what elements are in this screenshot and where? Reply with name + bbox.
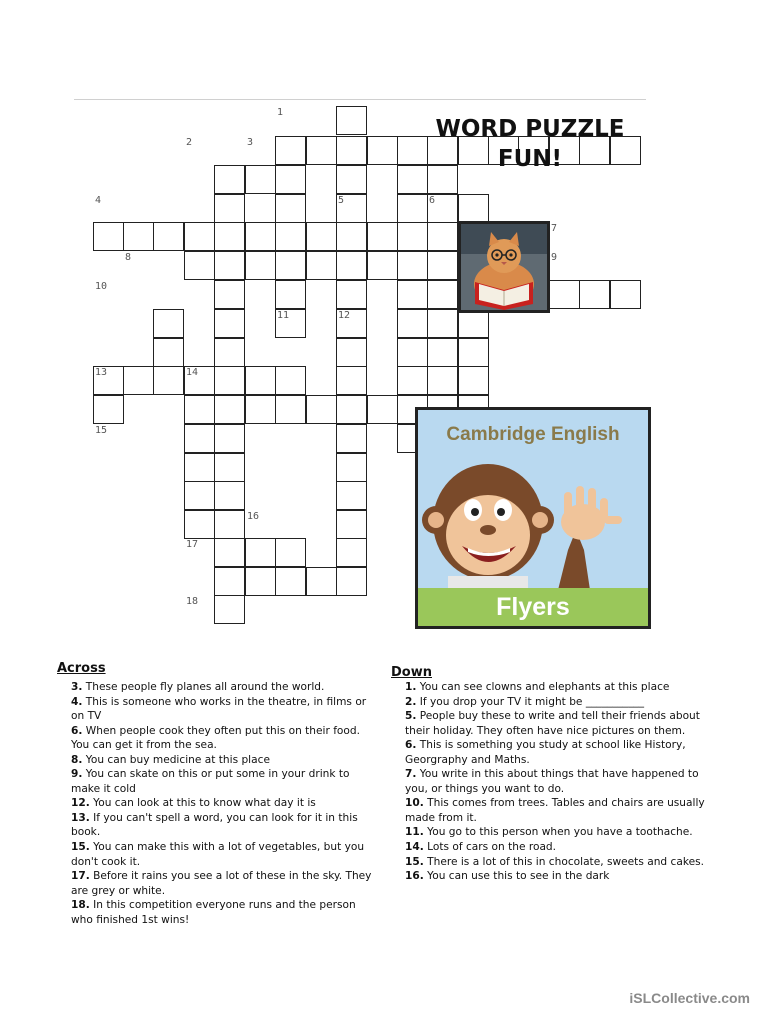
across-clue bbox=[71, 811, 377, 840]
clue-number: 11. bbox=[405, 826, 424, 839]
grid-cell[interactable] bbox=[184, 424, 215, 453]
down-clue-list bbox=[405, 680, 707, 884]
across-clue-list bbox=[71, 680, 377, 927]
grid-number: 15 bbox=[95, 425, 108, 436]
down-clue bbox=[405, 709, 707, 738]
across-clue bbox=[71, 796, 377, 811]
grid-number: 6 bbox=[429, 195, 436, 206]
grid-cell[interactable] bbox=[397, 338, 428, 367]
grid-cell[interactable] bbox=[427, 309, 458, 338]
clue-text: You can use this to see in the dark bbox=[423, 870, 610, 883]
across-clue bbox=[71, 840, 377, 869]
grid-cell[interactable] bbox=[245, 567, 276, 596]
grid-cell[interactable] bbox=[336, 453, 367, 482]
grid-cell[interactable] bbox=[153, 222, 184, 251]
clue-number: 9. bbox=[71, 768, 83, 781]
reading-cat-picture bbox=[458, 221, 550, 313]
grid-cell[interactable] bbox=[458, 366, 489, 395]
grid-cell[interactable] bbox=[549, 280, 580, 309]
clue-text: You can make this with a lot of vegetables, but you don't cook it. bbox=[71, 841, 365, 868]
clue-number: 6. bbox=[405, 739, 417, 752]
clue-text: You go to this person when you have a toothache. bbox=[423, 826, 693, 839]
grid-cell[interactable] bbox=[275, 395, 306, 424]
grid-cell[interactable] bbox=[579, 280, 610, 309]
grid-cell[interactable] bbox=[306, 395, 337, 424]
grid-cell[interactable] bbox=[336, 366, 367, 395]
across-clue bbox=[71, 753, 377, 768]
grid-cell[interactable] bbox=[367, 251, 398, 280]
grid-number: 5 bbox=[338, 195, 345, 206]
grid-cell[interactable] bbox=[123, 366, 154, 395]
across-clue bbox=[71, 695, 377, 724]
grid-cell[interactable] bbox=[427, 338, 458, 367]
grid-number: 12 bbox=[338, 310, 351, 321]
grid-cell[interactable] bbox=[93, 222, 124, 251]
grid-number: 4 bbox=[95, 195, 102, 206]
clue-text: There is a lot of this in chocolate, sweets and cakes. bbox=[423, 855, 704, 868]
grid-cell[interactable] bbox=[184, 481, 215, 510]
grid-cell[interactable] bbox=[336, 538, 367, 567]
grid-cell[interactable] bbox=[245, 222, 276, 251]
grid-cell[interactable] bbox=[427, 280, 458, 309]
grid-cell[interactable] bbox=[275, 222, 306, 251]
grid-cell[interactable] bbox=[275, 251, 306, 280]
clue-text: People buy these to write and tell their friends about their holiday. They often have nice pictures on them. bbox=[405, 710, 700, 737]
cambridge-flyers-badge bbox=[415, 407, 651, 629]
badge-brand: Cambridge English bbox=[446, 424, 620, 445]
clue-text: This is something you study at school like History, Georgraphy and Maths. bbox=[405, 739, 686, 766]
grid-cell[interactable] bbox=[427, 222, 458, 251]
grid-cell[interactable] bbox=[458, 309, 489, 338]
clue-text: You write in this about things that have happened to you, or things you want to do. bbox=[405, 768, 699, 795]
clue-number: 5. bbox=[405, 710, 417, 723]
grid-number: 10 bbox=[95, 281, 108, 292]
clue-number: 10. bbox=[405, 797, 424, 810]
down-heading: Down bbox=[391, 665, 432, 680]
grid-cell[interactable] bbox=[214, 280, 245, 309]
clue-number: 8. bbox=[71, 753, 83, 766]
grid-cell[interactable] bbox=[214, 165, 245, 194]
grid-cell[interactable] bbox=[336, 165, 367, 194]
grid-cell[interactable] bbox=[245, 165, 276, 194]
across-heading: Across bbox=[57, 661, 106, 676]
clue-text: You can buy medicine at this place bbox=[82, 753, 270, 766]
clue-text: In this competition everyone runs and the person who finished 1st wins! bbox=[71, 899, 356, 926]
grid-cell[interactable] bbox=[214, 309, 245, 338]
grid-cell[interactable] bbox=[610, 280, 641, 309]
clue-number: 15. bbox=[405, 855, 424, 868]
clue-text: This comes from trees. Tables and chairs are usually made from it. bbox=[405, 797, 705, 824]
clue-text: You can see clowns and elephants at this place bbox=[416, 681, 670, 693]
grid-cell[interactable] bbox=[245, 251, 276, 280]
clue-text: This is someone who works in the theatre, in films or on TV bbox=[71, 695, 367, 723]
down-clue bbox=[405, 869, 707, 884]
clue-text: You can skate on this or put some in your drink to make it cold bbox=[71, 768, 350, 795]
clue-number: 14. bbox=[405, 841, 424, 854]
grid-number: 7 bbox=[551, 223, 558, 234]
grid-cell[interactable] bbox=[275, 280, 306, 309]
grid-cell[interactable] bbox=[336, 106, 367, 135]
grid-cell[interactable] bbox=[214, 595, 245, 624]
grid-cell[interactable] bbox=[184, 453, 215, 482]
clue-number: 3. bbox=[71, 681, 83, 693]
grid-cell[interactable] bbox=[397, 280, 428, 309]
clue-number: 12. bbox=[71, 797, 90, 810]
grid-cell[interactable] bbox=[184, 222, 215, 251]
grid-number: 17 bbox=[186, 539, 199, 550]
grid-cell[interactable] bbox=[458, 194, 489, 223]
clue-number: 1. bbox=[405, 681, 417, 693]
grid-cell[interactable] bbox=[306, 136, 337, 165]
cat-illustration bbox=[461, 224, 547, 310]
grid-number: 18 bbox=[186, 596, 199, 607]
grid-cell[interactable] bbox=[367, 395, 398, 424]
grid-cell[interactable] bbox=[214, 338, 245, 367]
grid-number: 1 bbox=[277, 107, 284, 118]
grid-cell[interactable] bbox=[336, 251, 367, 280]
grid-cell[interactable] bbox=[214, 538, 245, 567]
down-clue bbox=[405, 738, 707, 767]
grid-cell[interactable] bbox=[275, 194, 306, 223]
grid-cell[interactable] bbox=[275, 567, 306, 596]
grid-cell[interactable] bbox=[184, 251, 215, 280]
badge-level: Flyers bbox=[496, 593, 570, 621]
clue-text: You can look at this to know what day it is bbox=[89, 797, 316, 810]
grid-cell[interactable] bbox=[336, 222, 367, 251]
clue-number: 18. bbox=[71, 899, 90, 912]
clue-text: If you can't spell a word, you can look for it in this book. bbox=[71, 811, 358, 839]
grid-cell[interactable] bbox=[336, 136, 367, 165]
grid-cell[interactable] bbox=[367, 136, 398, 165]
grid-cell[interactable] bbox=[397, 309, 428, 338]
across-clue bbox=[71, 869, 377, 898]
grid-cell[interactable] bbox=[245, 395, 276, 424]
grid-cell[interactable] bbox=[275, 136, 306, 165]
grid-number: 9 bbox=[551, 252, 558, 263]
grid-cell[interactable] bbox=[397, 366, 428, 395]
grid-cell[interactable] bbox=[336, 395, 367, 424]
grid-cell[interactable] bbox=[214, 510, 245, 539]
title-line-2: FUN! bbox=[497, 146, 563, 172]
down-clue bbox=[405, 840, 707, 855]
grid-cell[interactable] bbox=[123, 222, 154, 251]
grid-cell[interactable] bbox=[367, 222, 398, 251]
grid-cell[interactable] bbox=[397, 194, 428, 223]
grid-cell[interactable] bbox=[245, 366, 276, 395]
grid-number: 14 bbox=[186, 367, 199, 378]
grid-cell[interactable] bbox=[245, 538, 276, 567]
clue-number: 13. bbox=[71, 811, 90, 824]
grid-cell[interactable] bbox=[214, 194, 245, 223]
grid-number: 11 bbox=[277, 310, 290, 321]
watermark-text: iSLCollective.com bbox=[629, 990, 750, 1006]
grid-cell[interactable] bbox=[214, 251, 245, 280]
grid-cell[interactable] bbox=[306, 222, 337, 251]
grid-cell[interactable] bbox=[214, 366, 245, 395]
grid-cell[interactable] bbox=[427, 366, 458, 395]
clue-text: Before it rains you see a lot of these in the sky. They are grey or white. bbox=[71, 870, 372, 897]
grid-number: 13 bbox=[95, 367, 108, 378]
grid-cell[interactable] bbox=[214, 453, 245, 482]
grid-cell[interactable] bbox=[275, 538, 306, 567]
grid-number: 8 bbox=[125, 252, 132, 263]
clue-number: 15. bbox=[71, 841, 90, 854]
clue-text: If you drop your TV it might be ___________ bbox=[416, 695, 645, 708]
down-clue bbox=[405, 796, 707, 825]
clue-number: 17. bbox=[71, 870, 90, 883]
grid-cell[interactable] bbox=[397, 222, 428, 251]
clue-text: Lots of cars on the road. bbox=[423, 841, 557, 854]
grid-cell[interactable] bbox=[93, 395, 124, 424]
grid-cell[interactable] bbox=[153, 309, 184, 338]
down-clue bbox=[405, 825, 707, 840]
grid-cell[interactable] bbox=[214, 481, 245, 510]
grid-number: 2 bbox=[186, 137, 193, 148]
grid-cell[interactable] bbox=[275, 165, 306, 194]
grid-cell[interactable] bbox=[336, 280, 367, 309]
grid-cell[interactable] bbox=[336, 481, 367, 510]
grid-cell[interactable] bbox=[153, 366, 184, 395]
grid-cell[interactable] bbox=[214, 424, 245, 453]
across-clue bbox=[71, 680, 377, 695]
down-clue bbox=[405, 767, 707, 796]
grid-cell[interactable] bbox=[427, 251, 458, 280]
grid-cell[interactable] bbox=[214, 567, 245, 596]
grid-cell[interactable] bbox=[275, 366, 306, 395]
monkey-icon bbox=[418, 450, 648, 590]
grid-cell[interactable] bbox=[336, 510, 367, 539]
grid-cell[interactable] bbox=[306, 251, 337, 280]
clue-number: 16. bbox=[405, 870, 424, 883]
grid-cell[interactable] bbox=[153, 338, 184, 367]
clue-number: 6. bbox=[71, 724, 83, 737]
grid-cell[interactable] bbox=[336, 424, 367, 453]
grid-cell[interactable] bbox=[336, 338, 367, 367]
down-clue bbox=[405, 680, 707, 695]
grid-number: 16 bbox=[247, 511, 260, 522]
grid-cell[interactable] bbox=[214, 222, 245, 251]
clue-number: 4. bbox=[71, 695, 83, 708]
grid-cell[interactable] bbox=[336, 567, 367, 596]
across-clue bbox=[71, 767, 377, 796]
clue-text: When people cook they often put this on their food. You can get it from the sea. bbox=[71, 724, 360, 752]
grid-cell[interactable] bbox=[306, 567, 337, 596]
clue-number: 2. bbox=[405, 695, 417, 708]
across-clue bbox=[71, 898, 377, 927]
grid-cell[interactable] bbox=[397, 251, 428, 280]
title-line-1: WORD PUZZLE bbox=[435, 116, 625, 142]
page-title bbox=[420, 114, 640, 174]
down-clue bbox=[405, 855, 707, 870]
clue-text: These people fly planes all around the world. bbox=[82, 681, 325, 693]
grid-cell[interactable] bbox=[184, 395, 215, 424]
grid-number: 3 bbox=[247, 137, 254, 148]
grid-cell[interactable] bbox=[458, 338, 489, 367]
grid-cell[interactable] bbox=[184, 510, 215, 539]
clue-number: 7. bbox=[405, 768, 417, 781]
down-clue bbox=[405, 695, 707, 710]
grid-cell[interactable] bbox=[214, 395, 245, 424]
across-clue bbox=[71, 724, 377, 753]
